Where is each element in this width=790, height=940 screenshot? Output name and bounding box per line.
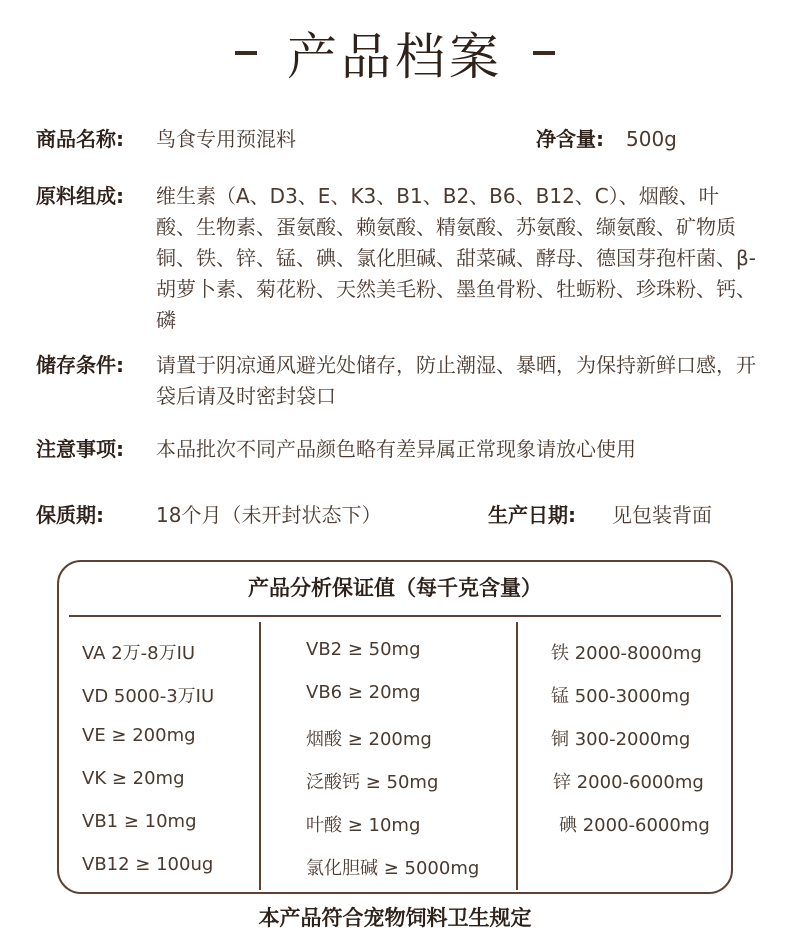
name-label: 商品名称: — [36, 127, 124, 151]
analysis-item: VB2 ≥ 50mg — [306, 639, 421, 660]
net-label: 净含量: — [536, 127, 604, 151]
shelf-value: 18个月（未开封状态下） — [156, 503, 382, 527]
ingredients-label: 原料组成: — [36, 184, 124, 208]
analysis-item: VA 2万-8万IU — [82, 643, 196, 664]
shelf-label: 保质期: — [36, 503, 104, 527]
analysis-item: 烟酸 ≥ 200mg — [306, 729, 432, 750]
analysis-item: VB1 ≥ 10mg — [82, 811, 197, 832]
date-label: 生产日期: — [488, 503, 576, 527]
page-title — [0, 18, 790, 88]
analysis-item: 锰 500-3000mg — [551, 686, 691, 707]
analysis-item: VK ≥ 20mg — [82, 768, 185, 789]
name-value: 鸟食专用预混料 — [156, 127, 296, 151]
title-text: 产品档案 — [287, 28, 503, 86]
row-notice — [36, 434, 756, 465]
title-right-dash — [533, 51, 555, 55]
notice-label: 注意事项: — [36, 437, 124, 461]
date-value: 见包装背面 — [612, 503, 712, 527]
column-divider-2 — [516, 622, 518, 890]
analysis-box — [57, 560, 733, 894]
net-value: 500g — [626, 127, 677, 151]
title-left-dash — [235, 51, 257, 55]
row-storage — [36, 350, 756, 414]
row-name — [36, 124, 756, 155]
analysis-item: 碘 2000-6000mg — [559, 815, 710, 836]
column-divider-1 — [259, 622, 261, 890]
analysis-item: VB12 ≥ 100ug — [82, 854, 214, 875]
analysis-item: 叶酸 ≥ 10mg — [306, 815, 421, 836]
storage-label: 储存条件: — [36, 353, 124, 377]
analysis-item: VD 5000-3万IU — [82, 686, 215, 707]
analysis-item: 铁 2000-8000mg — [551, 643, 702, 664]
analysis-item: VB6 ≥ 20mg — [306, 682, 421, 703]
analysis-item: VE ≥ 200mg — [82, 725, 196, 746]
analysis-item: 锌 2000-6000mg — [553, 772, 704, 793]
analysis-title: 产品分析保证值（每千克含量） — [248, 576, 542, 600]
analysis-divider — [69, 615, 721, 617]
notice-value: 本品批次不同产品颜色略有差异属正常现象请放心使用 — [156, 437, 636, 461]
analysis-item: 铜 300-2000mg — [551, 729, 691, 750]
analysis-item: 氯化胆碱 ≥ 5000mg — [306, 858, 480, 879]
analysis-item: 泛酸钙 ≥ 50mg — [306, 772, 439, 793]
row-shelf — [36, 500, 756, 531]
row-ingredients — [36, 181, 756, 341]
ingredients-value: 维生素（A、D3、E、K3、B1、B2、B6、B12、C）、烟酸、叶酸、生物素、蛋氨酸、赖氨酸、精氨酸、苏氨酸、缬氨酸、矿物质铜、铁、锌、锰、碘、氯化胆碱、甜菜碱、酵母、德国芽孢杆菌、β-胡萝卜素、菊花粉、天然美毛粉、墨鱼骨粉、牡蛎粉、珍珠粉、钙、磷 — [156, 184, 756, 332]
storage-value: 请置于阴凉通风避光处储存，防止潮湿、暴晒，为保持新鲜口感，开袋后请及时密封袋口 — [156, 353, 756, 408]
compliance-footer: 本产品符合宠物饲料卫生规定 — [258, 906, 532, 930]
